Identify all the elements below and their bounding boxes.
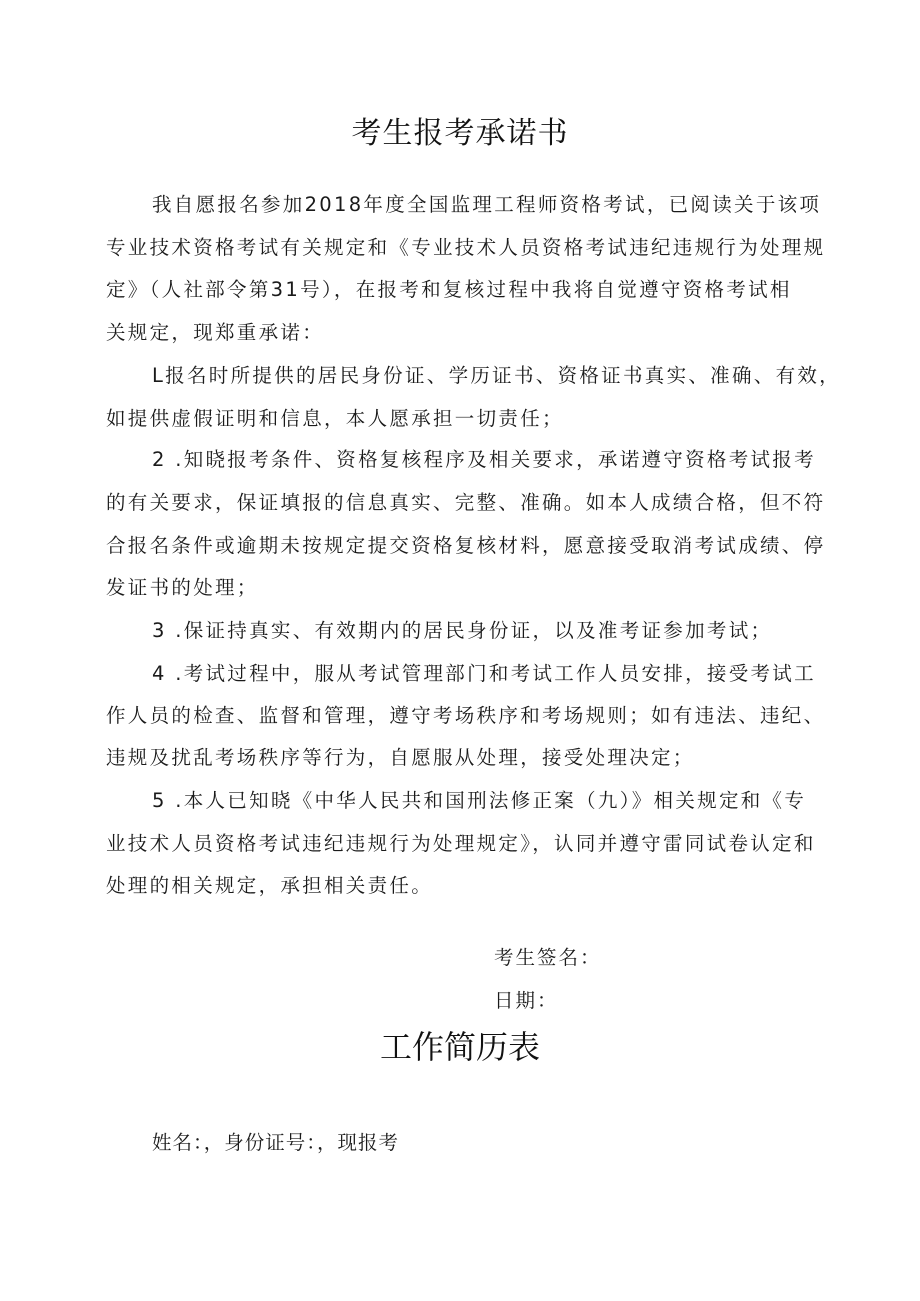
paragraph-line: 作人员的检查、监督和管理，遵守考场秩序和考场规则；如有违法、违纪、 bbox=[106, 704, 826, 727]
paragraph-line: 专业技术资格考试有关规定和《专业技术人员资格考试违纪违规行为处理规 bbox=[106, 236, 826, 259]
paragraph-line: 的有关要求，保证填报的信息真实、完整、准确。如本人成绩合格，但不符 bbox=[106, 491, 826, 514]
paragraph-line: 合报名条件或逾期未按规定提交资格复核材料，愿意接受取消考试成绩、停 bbox=[106, 534, 826, 557]
signature-label: 考生签名： bbox=[494, 946, 602, 969]
paragraph-line: 5 .本人已知晓《中华人民共和国刑法修正案（九）》相关规定和《专 bbox=[152, 789, 807, 812]
paragraph-line: 4 .考试过程中，服从考试管理部门和考试工作人员安排，接受考试工 bbox=[152, 662, 816, 685]
page-title: 考生报考承诺书 bbox=[351, 116, 569, 151]
paragraph-line: 发证书的处理； bbox=[106, 576, 259, 599]
resume-title: 工作简历表 bbox=[379, 1028, 540, 1066]
paragraph-line: L报名时所提供的居民身份证、学历证书、资格证书真实、准确、有效， bbox=[152, 364, 841, 387]
paragraph-line: 2 .知晓报考条件、资格复核程序及相关要求，承诺遵守资格考试报考 bbox=[152, 448, 816, 471]
paragraph-line: 违规及扰乱考场秩序等行为，自愿服从处理，接受处理决定； bbox=[106, 746, 695, 769]
paragraph-line: 关规定，现郑重承诺： bbox=[106, 321, 325, 344]
paragraph-line: 定》（人社部令第31号），在报考和复核过程中我将自觉遵守资格考试相 bbox=[106, 278, 792, 301]
date-label: 日期： bbox=[494, 989, 559, 1012]
paragraph-line: 3 .保证持真实、有效期内的居民身份证，以及准考证参加考试； bbox=[152, 619, 773, 642]
paragraph-line: 如提供虚假证明和信息，本人愿承担一切责任； bbox=[106, 407, 564, 430]
paragraph-line: 业技术人员资格考试违纪违规行为处理规定》，认同并遵守雷同试卷认定和 bbox=[106, 832, 816, 855]
paragraph-line: 我自愿报名参加2018年度全国监理工程师资格考试，已阅读关于该项 bbox=[152, 193, 822, 216]
paragraph-line: 处理的相关规定，承担相关责任。 bbox=[106, 874, 434, 897]
resume-info-line: 姓名：，身份证号：，现报考 bbox=[152, 1131, 400, 1154]
